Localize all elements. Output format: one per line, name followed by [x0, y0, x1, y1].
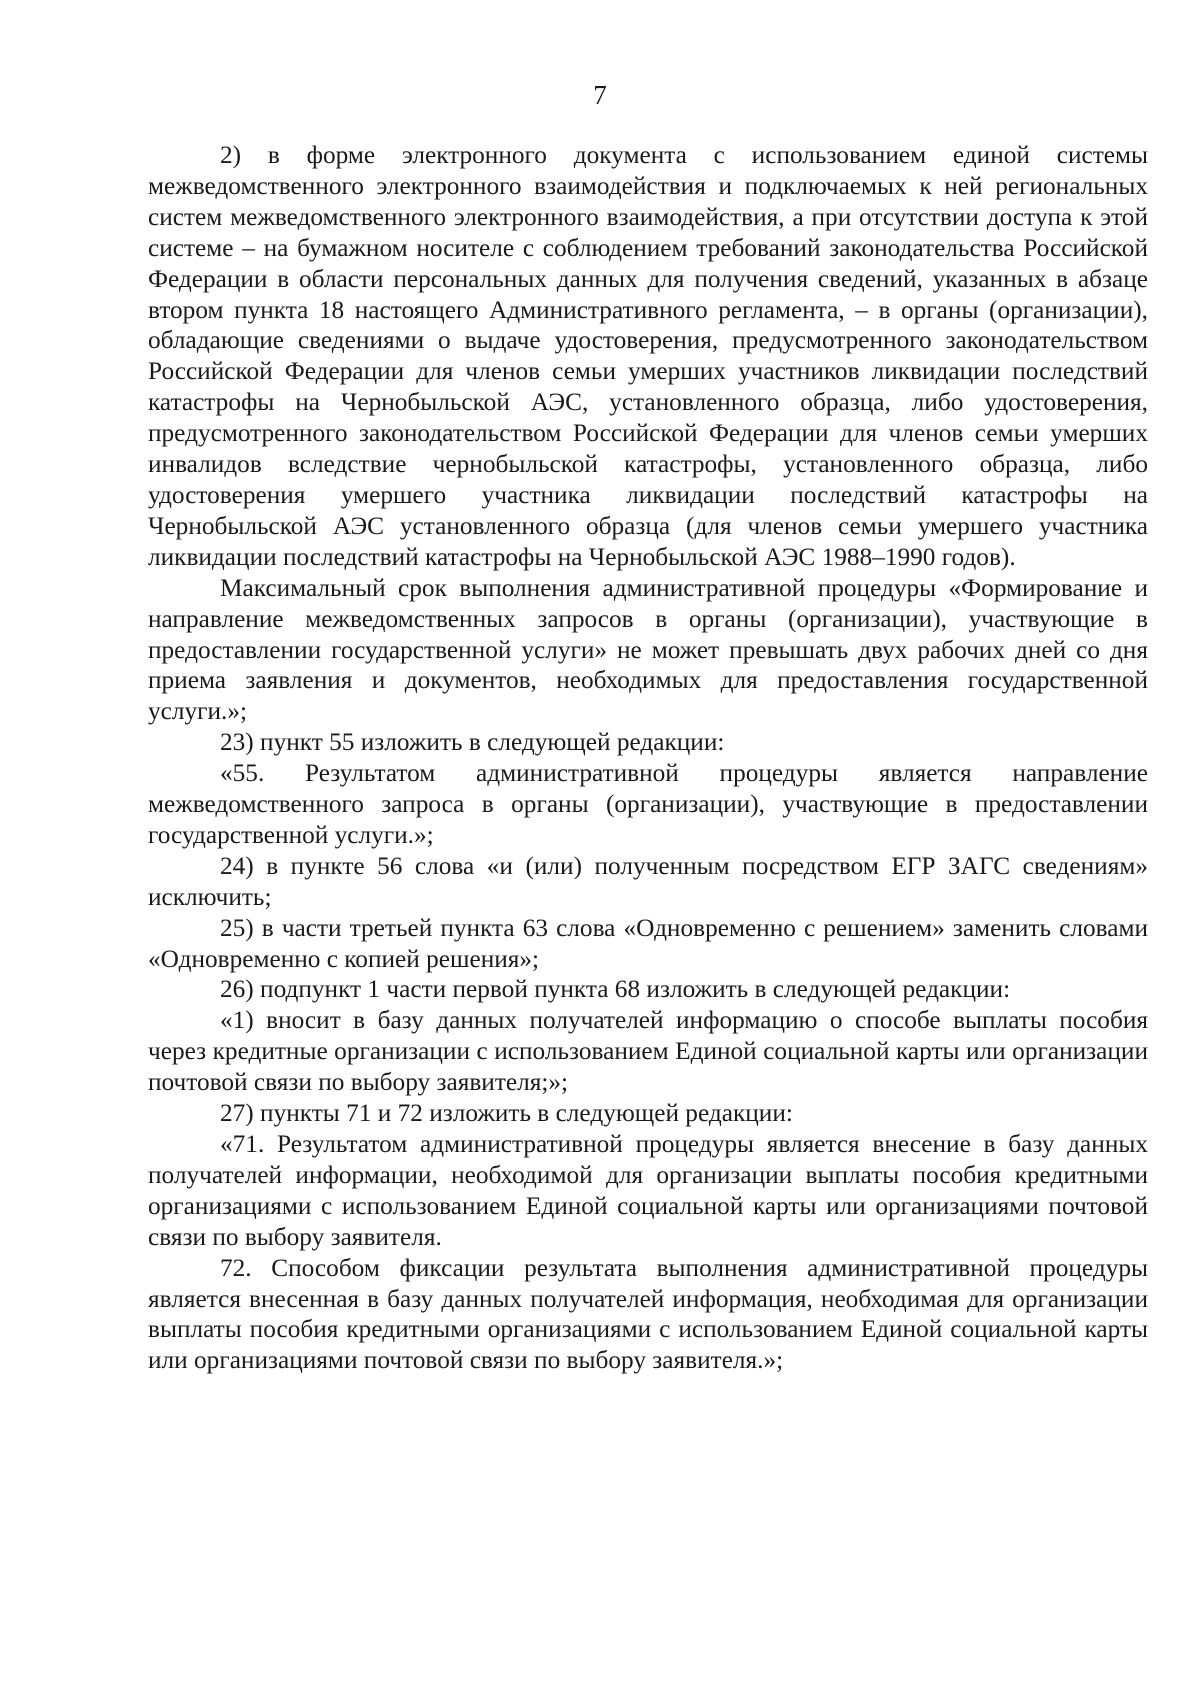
paragraph-55-text: «55. Результатом административной процедуры является направление межведомственного запроса в органы (организации), участвующие в предоставлении государственной услуги.»; [148, 759, 1148, 849]
paragraph-26: 26) подпункт 1 части первой пункта 68 изложить в следующей редакции: [220, 975, 1011, 1004]
document-body [148, 140, 1148, 1376]
paragraph-71-text: «71. Результатом административной процедуры является внесение в базу данных получателей информации, необходимой для организации выплаты пособия кредитными организациями с использованием Единой социальной карты или организациями почтовой связи по выбору заявителя. [148, 1130, 1148, 1251]
paragraph-72-text: 72. Способом фиксации результата выполнения административной процедуры является внесенная в базу данных получателей информация, необходимая для организации выплаты пособия кредитными организациями с использованием Единой социальной карты или организациями почтовой связи по выбору заявителя.»; [148, 1253, 1148, 1375]
paragraph-23: 23) пункт 55 изложить в следующей редакции: [220, 728, 725, 757]
page-number: 7 [593, 80, 607, 110]
paragraph-27: 27) пункты 71 и 72 изложить в следующей редакции: [220, 1099, 793, 1128]
paragraph-item-2-electronic-form: 2) в форме электронного документа с использованием единой системы межведомственного электронного взаимодействия и подключаемых к ней региональных систем межведомственного электронного взаимодействия, а при отсутствии доступа к этой системе – на бумажном носителе с соблюдением требований законодательства Российской Федерации в области персональных данных для получения сведений, указанных в абзаце втором пункта 18 настоящего Административного регламента, – в органы (организации), обладающие сведениями о выдаче удостоверения, предусмотренного законодательством Российской Федерации для членов семьи умерших участников ликвидации последствий катастрофы на Чернобыльской АЭС, установленного образца, либо удостоверения, предусмотренного законодательством Российской Федерации для членов семьи умерших инвалидов вследствие чернобыльской катастрофы, установленного образца, либо удостоверения умершего участника ликвидации последствий катастрофы на Чернобыльской АЭС установленного образца (для членов семьи умершего участника ликвидации последствий катастрофы на Чернобыльской АЭС 1988–1990 годов). [148, 141, 1148, 571]
paragraph-68-1-text: «1) вносит в базу данных получателей информацию о способе выплаты пособия через кредитные организации с использованием Единой социальной карты или организации почтовой связи по выбору заявителя;»; [148, 1006, 1148, 1097]
paragraph-25: 25) в части третьей пункта 63 слова «Одновременно с решением» заменить словами «Одновременно с копией решения»; [148, 913, 1148, 973]
paragraph-24: 24) в пункте 56 слова «и (или) полученным посредством ЕГР ЗАГС сведениям» исключить; [148, 851, 1148, 911]
paragraph-max-term: Максимальный срок выполнения административной процедуры «Формирование и направление межведомственных запросов в органы (организации), участвующие в предоставлении государственной услуги» не может превышать двух рабочих дней со дня приема заявления и документов, необходимых для предоставления государственной услуги.»; [148, 573, 1148, 726]
